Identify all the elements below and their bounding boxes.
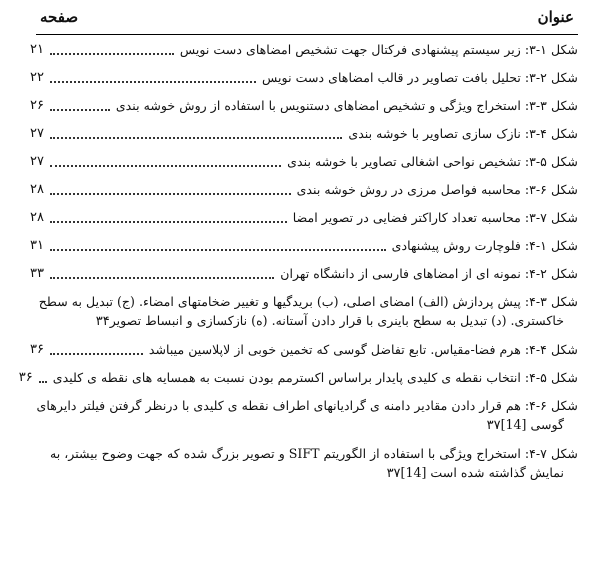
figure-list-item[interactable] xyxy=(30,96,578,115)
figure-list-item[interactable] xyxy=(18,368,578,387)
dot-leader xyxy=(50,108,110,111)
figure-caption: شکل ۴-۳: نازک سازی تصاویر با خوشه بندی xyxy=(348,126,578,141)
figure-line xyxy=(30,152,578,171)
figure-caption: شکل ۶-۳: محاسبه فواصل مرزی در روش خوشه بندی xyxy=(296,182,578,197)
figure-list-item[interactable] xyxy=(30,68,578,87)
figure-line xyxy=(30,124,578,143)
page-number: ۲۲ xyxy=(30,70,44,85)
dot-leader xyxy=(50,52,174,55)
figure-caption: شکل ۲-۴: نمونه ای از امضاهای فارسی از دانشگاه تهران xyxy=(280,266,578,281)
figure-caption: شکل ۳-۳: استخراج ویژگی و تشخیص امضاهای دستنویس با استفاده از روش خوشه بندی xyxy=(115,98,578,113)
figure-line xyxy=(30,96,578,115)
page-number: ۳۳ xyxy=(30,266,44,281)
figure-caption: شکل ۷-۳: محاسبه تعداد کاراکتر فضایی در تصویر امضا xyxy=(292,210,578,225)
figure-list-item[interactable] xyxy=(30,264,578,283)
page-number: ۲۸ xyxy=(30,210,44,225)
figure-list-item[interactable] xyxy=(30,236,578,255)
figure-caption: نمایش گذاشته شده است [14] xyxy=(400,465,564,480)
figure-line xyxy=(30,68,578,87)
dot-leader xyxy=(50,164,281,167)
page-number: ۳۷ xyxy=(486,418,501,433)
page-number: ۲۷ xyxy=(30,154,44,169)
page-number: ۳۷ xyxy=(386,466,401,481)
figure-line xyxy=(30,208,578,227)
dot-leader xyxy=(50,220,287,223)
figure-list-item[interactable] xyxy=(30,292,578,331)
figure-line xyxy=(16,311,578,331)
figure-caption: شکل ۵-۴: انتخاب نقطه ی کلیدی پایدار براساس اکسترمم بودن نسبت به همسایه های نقطه ی کلیدی xyxy=(52,370,578,385)
figure-line xyxy=(16,463,578,483)
column-title-heading: عنوان xyxy=(537,8,574,26)
figure-line xyxy=(30,40,578,59)
figure-caption: شکل ۲-۳: تحلیل بافت تصاویر در قالب امضاهای دست نویس xyxy=(262,70,578,85)
figure-list-item[interactable] xyxy=(30,340,578,359)
figure-list-item[interactable] xyxy=(30,208,578,227)
figure-list-item[interactable] xyxy=(30,124,578,143)
figure-caption: شکل ۷-۴: استخراج ویژگی با استفاده از الگوریتم SIFT و تصویر بزرگ شده که جهت وضوح بیشتر، به xyxy=(49,446,578,461)
dot-leader xyxy=(50,248,386,251)
figure-line xyxy=(18,368,578,387)
dot-leader xyxy=(50,80,256,83)
figure-caption: شکل ۶-۴: هم قرار دادن مقادیر دامنه ی گرادیانهای اطراف نقطه ی کلیدی با درنظر گرفتن فیلتر دایرهای xyxy=(36,398,578,413)
dot-leader xyxy=(39,380,47,383)
dot-leader xyxy=(50,276,274,279)
figure-line xyxy=(30,236,578,255)
column-page-heading: صفحه xyxy=(40,8,79,26)
dot-leader xyxy=(50,192,291,195)
figure-list-item[interactable] xyxy=(30,152,578,171)
figure-line xyxy=(30,340,578,359)
figure-caption: شکل ۳-۴: پیش پردازش (الف) امضای اصلی، (ب) بریدگیها و تغییر ضخامتهای امضاء. (ج) تبدیل به سطح xyxy=(38,294,578,309)
page-number: ۳۴ xyxy=(95,314,110,329)
figure-list-item[interactable] xyxy=(30,40,578,59)
figure-list-item[interactable] xyxy=(30,180,578,199)
figure-line xyxy=(16,415,578,435)
figure-list-item[interactable] xyxy=(30,444,578,483)
figure-caption: خاکستری. (د) تبدیل به سطح باینری با قرار دادن آستانه. (ه) نازکسازی و انبساط تصویر xyxy=(109,313,564,328)
page-number: ۳۱ xyxy=(30,238,44,253)
figure-caption: شکل ۴-۴: هرم فضا-مقیاس. تابع تفاضل گوسی که تخمین خوبی از لاپلاسین میباشد xyxy=(148,342,578,357)
page-number: ۳۶ xyxy=(30,342,44,357)
page-number: ۳۶ xyxy=(18,370,33,385)
figure-caption: شکل ۱-۴: فلوچارت روش پیشنهادی xyxy=(391,238,578,253)
page-number: ۲۸ xyxy=(30,182,44,197)
page-number: ۲۱ xyxy=(30,42,44,57)
figure-caption: شکل ۵-۳: تشخیص نواحی اشغالی تصاویر با خوشه بندی xyxy=(287,154,578,169)
figure-line xyxy=(30,180,578,199)
figure-caption: گوسی [14] xyxy=(500,417,564,432)
page-number: ۲۷ xyxy=(30,126,44,141)
figure-list-item[interactable] xyxy=(30,396,578,435)
dot-leader xyxy=(50,136,342,139)
toc-header xyxy=(36,6,578,35)
dot-leader xyxy=(50,352,143,355)
figure-list xyxy=(18,40,578,483)
figure-line xyxy=(30,264,578,283)
page-number: ۲۶ xyxy=(30,98,44,113)
figure-caption: شکل ۱-۳: زیر سیستم پیشنهادی فرکتال جهت تشخیص امضاهای دست نویس xyxy=(179,42,578,57)
